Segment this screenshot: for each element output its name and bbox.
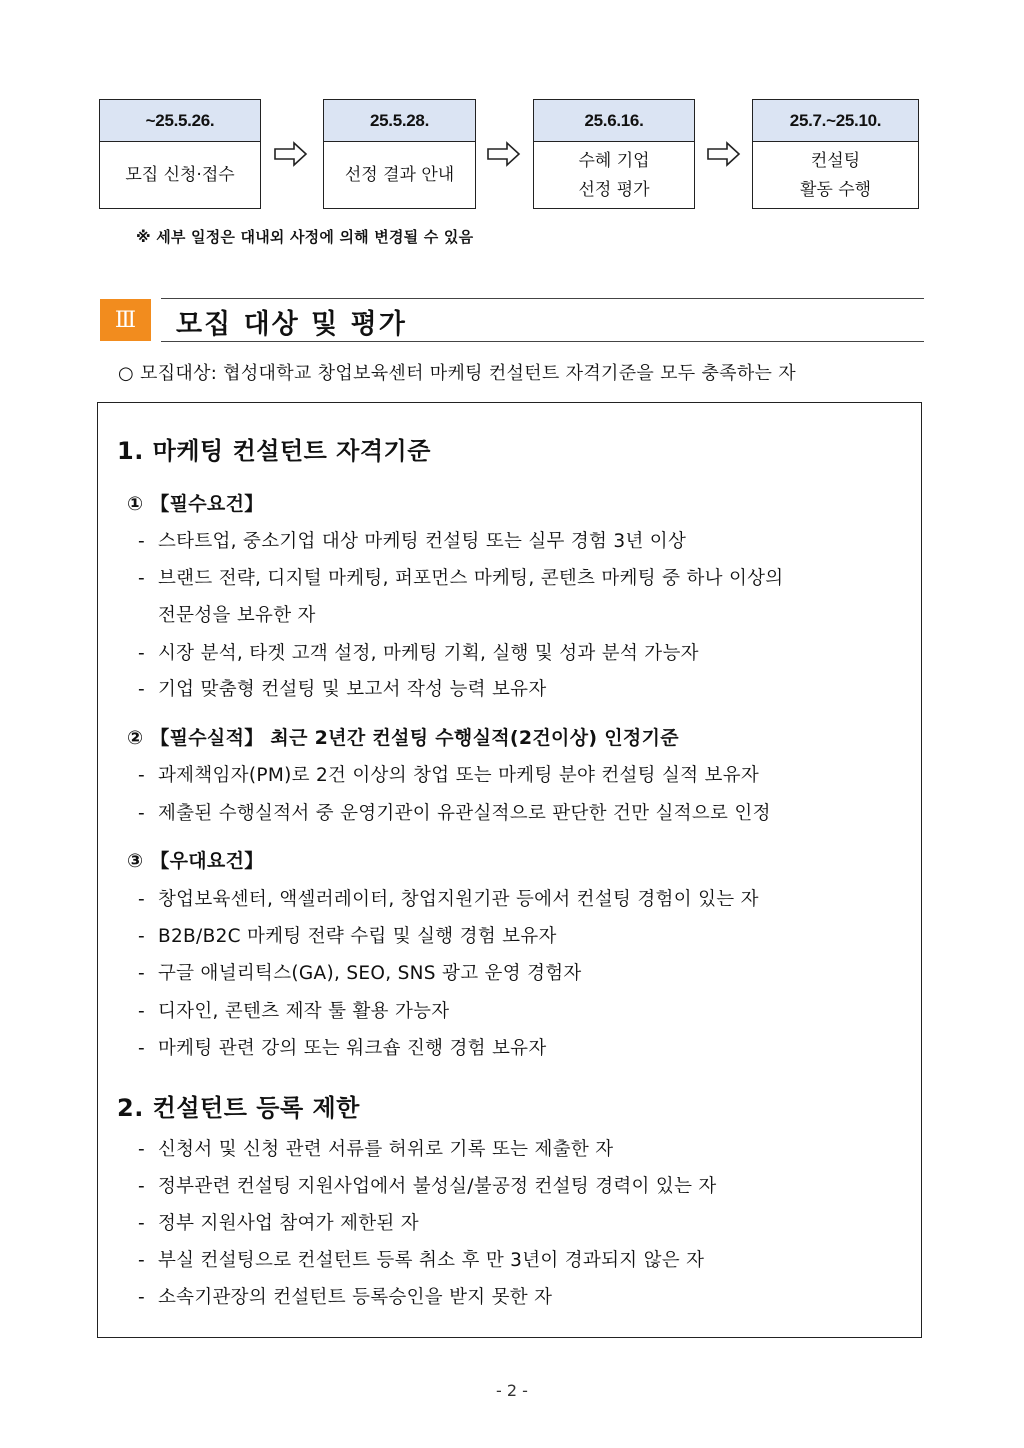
list-item: - 창업보육센터, 액셀러레이터, 창업지원기관 등에서 컨설팅 경험이 있는 자 bbox=[138, 889, 759, 910]
list-item: - 스타트업, 중소기업 대상 마케팅 컨설팅 또는 실무 경험 3년 이상 bbox=[138, 531, 687, 552]
list-item: - 정부관련 컨설팅 지원사업에서 불성실/불공정 컨설팅 경력이 있는 자 bbox=[138, 1176, 717, 1197]
timeline-step-3 bbox=[533, 99, 695, 209]
timeline-step-4 bbox=[752, 99, 919, 209]
list-item: - 디자인, 콘텐츠 제작 툴 활용 가능자 bbox=[138, 1001, 450, 1022]
schedule-note: ※ 세부 일정은 대내외 사정에 의해 변경될 수 있음 bbox=[136, 228, 474, 246]
list-item: - 정부 지원사업 참여가 제한된 자 bbox=[138, 1213, 419, 1234]
performance-title: ② 【필수실적】 최근 2년간 컨설팅 수행실적(2건이상) 인정기준 bbox=[127, 727, 679, 749]
timeline-date: 25.6.16. bbox=[534, 100, 694, 142]
list-item: - 시장 분석, 타겟 고객 설정, 마케팅 기획, 실행 및 성과 분석 가능자 bbox=[138, 643, 699, 664]
timeline-label: 수혜 기업 bbox=[578, 150, 650, 171]
timeline-label: 컨설팅 bbox=[810, 150, 861, 171]
timeline-date: 25.7.~25.10. bbox=[753, 100, 918, 142]
list-item: - 소속기관장의 컨설턴트 등록승인을 받지 못한 자 bbox=[138, 1287, 553, 1308]
qualification-heading: 1. 마케팅 컨설턴트 자격기준 bbox=[117, 437, 431, 465]
arrow-right-icon bbox=[487, 141, 521, 167]
preferred-title: ③ 【우대요건】 bbox=[127, 850, 264, 872]
list-item: - 브랜드 전략, 디지털 마케팅, 퍼포먼스 마케팅, 콘텐츠 마케팅 중 하나 이상의 bbox=[138, 568, 784, 589]
timeline-date: 25.5.28. bbox=[324, 100, 475, 142]
list-item: - 부실 컨설팅으로 컨설턴트 등록 취소 후 만 3년이 경과되지 않은 자 bbox=[138, 1250, 705, 1271]
list-item: - 신청서 및 신청 관련 서류를 허위로 기록 또는 제출한 자 bbox=[138, 1139, 614, 1160]
section-number-badge: Ⅲ bbox=[100, 299, 151, 341]
restriction-heading: 2. 컨설턴트 등록 제한 bbox=[117, 1094, 360, 1122]
list-item: - 과제책임자(PM)로 2건 이상의 창업 또는 마케팅 분야 컨설팅 실적 보유자 bbox=[138, 765, 760, 786]
arrow-right-icon bbox=[707, 141, 741, 167]
timeline-label: 선정 결과 안내 bbox=[344, 165, 455, 185]
timeline-step-2 bbox=[323, 99, 476, 209]
criteria-box bbox=[97, 402, 922, 1338]
timeline-date: ~25.5.26. bbox=[100, 100, 260, 142]
section-divider-top bbox=[161, 298, 924, 299]
list-item: - B2B/B2C 마케팅 전략 수립 및 실행 경험 보유자 bbox=[138, 926, 557, 947]
timeline-label: 모집 신청·접수 bbox=[125, 165, 235, 185]
arrow-right-icon bbox=[274, 141, 308, 167]
section-divider-bottom bbox=[161, 341, 924, 342]
timeline-label: 활동 수행 bbox=[799, 179, 872, 200]
list-item: - 제출된 수행실적서 중 운영기관이 유관실적으로 판단한 건만 실적으로 인정 bbox=[138, 803, 771, 824]
timeline-step-1 bbox=[99, 99, 261, 209]
list-item: - 기업 맞춤형 컨설팅 및 보고서 작성 능력 보유자 bbox=[138, 679, 547, 700]
page-number: - 2 - bbox=[496, 1381, 528, 1400]
section-title: 모집 대상 및 평가 bbox=[176, 309, 407, 340]
list-item-continuation: 전문성을 보유한 자 bbox=[158, 605, 316, 626]
list-item: - 마케팅 관련 강의 또는 워크숍 진행 경험 보유자 bbox=[138, 1038, 547, 1059]
recruit-target: ○ 모집대상: 협성대학교 창업보육센터 마케팅 컨설턴트 자격기준을 모두 충족하는 자 bbox=[118, 363, 796, 384]
list-item: - 구글 애널리틱스(GA), SEO, SNS 광고 운영 경험자 bbox=[138, 963, 582, 984]
timeline-label: 선정 평가 bbox=[578, 179, 650, 200]
required-title: ① 【필수요건】 bbox=[127, 493, 264, 515]
